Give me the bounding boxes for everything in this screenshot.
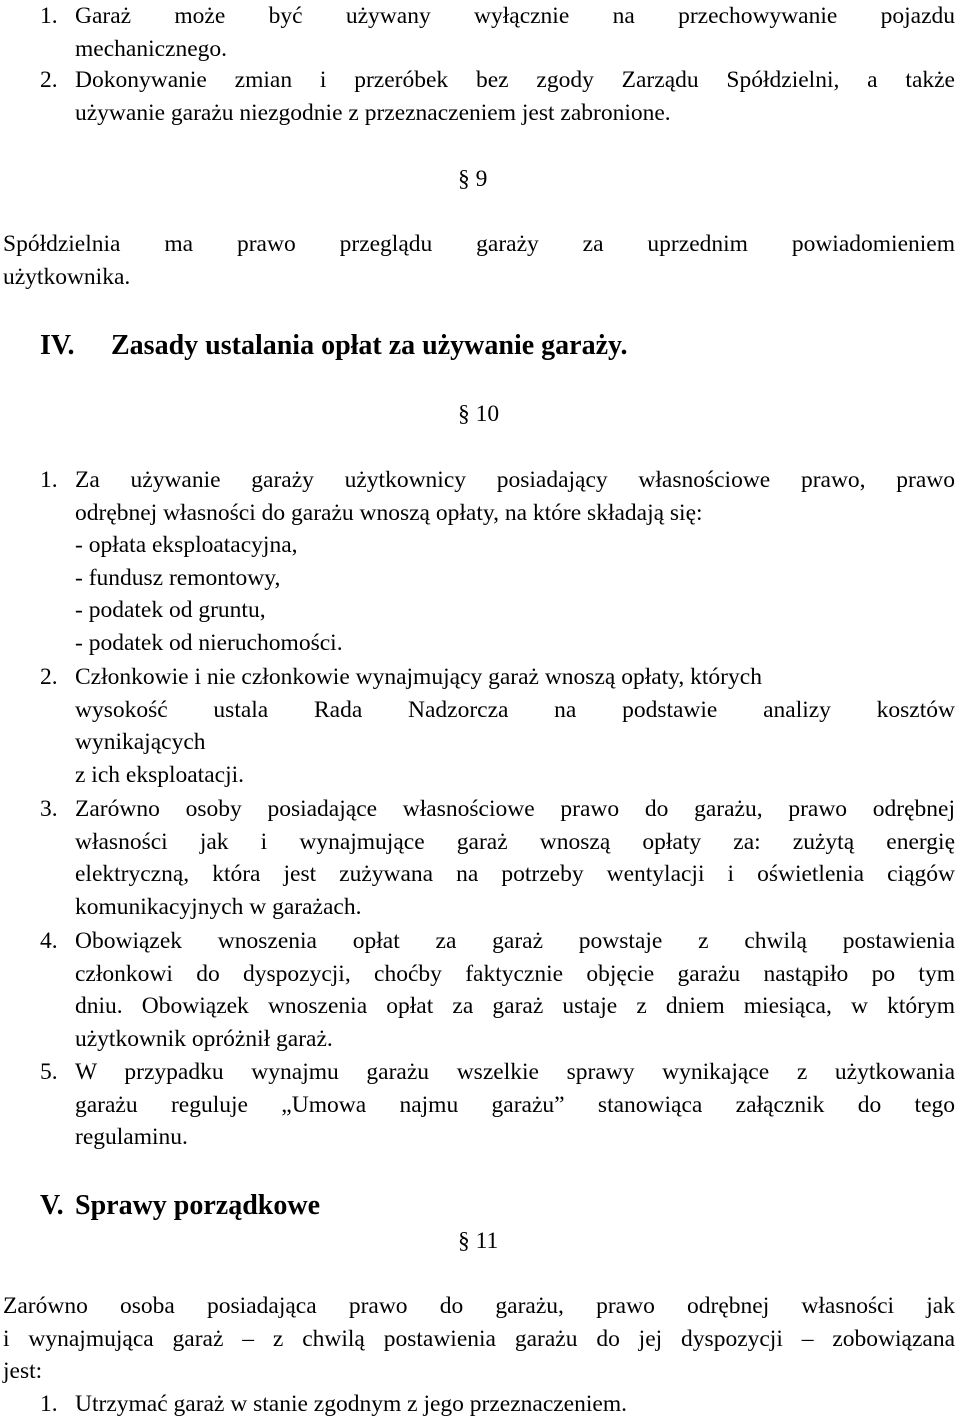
text-line: Garaż może być używany wyłącznie na przechowywanie pojazdu <box>75 3 955 29</box>
text-line: Dokonywanie zmian i przeróbek bez zgody Zarządu Spółdzielni, a także <box>75 67 955 93</box>
list-number: 1. <box>40 467 58 493</box>
list-number: 2. <box>40 67 58 93</box>
list-dash-item: - podatek od gruntu, <box>75 597 266 623</box>
text-line: elektryczną, która jest zużywana na potrzeby wentylacji i oświetlenia ciągów <box>75 861 955 887</box>
text-line: mechanicznego. <box>75 35 228 62</box>
text-line: własności jak i wynajmujące garaż wnoszą opłaty za: zużytą energię <box>75 828 955 855</box>
s8-item-2 <box>40 64 955 129</box>
text-line: z ich eksploatacji. <box>75 761 244 788</box>
list-dash-item: - podatek od nieruchomości. <box>75 629 343 656</box>
text-line: Członkowie i nie członkowie wynajmujący garaż wnoszą opłaty, których <box>75 664 762 690</box>
paragraph-sign-11: § 11 <box>458 1228 499 1254</box>
text-line: W przypadku wynajmu garażu wszelkie sprawy wynikające z użytkowania <box>75 1059 955 1085</box>
text-line: Spółdzielnia ma prawo przeglądu garaży za uprzednim powiadomieniem <box>3 231 955 257</box>
p10-item-1 <box>40 464 955 659</box>
chapter-title: Sprawy porządkowe <box>75 1190 321 1221</box>
paragraph-sign-9: § 9 <box>458 166 488 192</box>
list-dash-item: - fundusz remontowy, <box>75 564 281 591</box>
text-line: dniu. Obowiązek wnoszenia opłat za garaż ustaje z dniem miesiąca, w którym <box>75 993 955 1019</box>
chapter-title: Zasady ustalania opłat za używanie garaży. <box>111 330 628 361</box>
list-number: 3. <box>40 796 58 822</box>
p11-item-1 <box>40 1388 955 1421</box>
list-number: 2. <box>40 664 58 690</box>
text-line: odrębnej własności do garażu wnoszą opłaty, na które składają się: <box>75 499 703 526</box>
text-line: użytkownika. <box>3 263 131 290</box>
text-line: garażu reguluje „Umowa najmu garażu” stanowiąca załącznik do tego <box>75 1091 955 1118</box>
text-line: Zarówno osoby posiadające własnościowe prawo do garażu, prawo odrębnej <box>75 796 955 822</box>
text-line: jest: <box>3 1358 43 1384</box>
s8-item-1 <box>40 0 955 65</box>
list-number: 4. <box>40 928 58 954</box>
chapter-iv-heading <box>40 329 940 363</box>
chapter-number: V. <box>40 1190 64 1221</box>
text-line: Zarówno osoba posiadająca prawo do garażu, prawo odrębnej własności jak <box>3 1293 955 1319</box>
list-number: 1. <box>40 3 58 29</box>
paragraph-sign-10: § 10 <box>458 401 500 427</box>
text-line: użytkownik opróżnił garaż. <box>75 1025 333 1052</box>
p9-text <box>3 228 955 293</box>
p10-item-4 <box>40 925 955 1055</box>
text-line: wynikających <box>75 729 206 755</box>
p10-item-2 <box>40 661 955 791</box>
text-line: Obowiązek wnoszenia opłat za garaż powstaje z chwilą postawienia <box>75 928 955 954</box>
chapter-v-heading <box>40 1189 940 1223</box>
p11-text <box>3 1290 955 1388</box>
text-line: członkowi do dyspozycji, choćby faktycznie objęcie garażu nastąpiło po tym <box>75 960 955 987</box>
text-line: Za używanie garaży użytkownicy posiadający własnościowe prawo, prawo <box>75 467 955 493</box>
chapter-number: IV. <box>40 330 75 361</box>
text-line: wysokość ustala Rada Nadzorcza na podstawie analizy kosztów <box>75 696 955 723</box>
text-line: regulaminu. <box>75 1124 188 1150</box>
text-line: używanie garażu niezgodnie z przeznaczeniem jest zabronione. <box>75 99 671 126</box>
text-line: i wynajmująca garaż – z chwilą postawienia garażu do jej dyspozycji – zobowiązana <box>3 1325 955 1352</box>
list-dash-item: - opłata eksploatacyjna, <box>75 532 298 558</box>
text-line: komunikacyjnych w garażach. <box>75 893 362 920</box>
p10-item-3 <box>40 793 955 923</box>
list-number: 5. <box>40 1059 58 1085</box>
list-number: 1. <box>40 1391 58 1417</box>
p10-item-5 <box>40 1056 955 1154</box>
text-line: Utrzymać garaż w stanie zgodnym z jego przeznaczeniem. <box>75 1391 627 1417</box>
